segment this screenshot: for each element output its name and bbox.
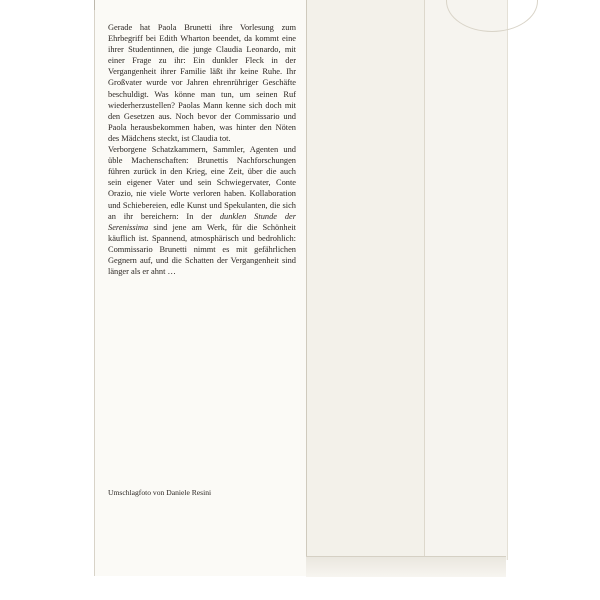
book-title: dunklen Stunde der Serenissima bbox=[108, 211, 296, 232]
blurb-paragraph-1: Gerade hat Paola Brunetti ihre Vorlesung zum Ehrbegriff bei Edith Wharton beendet, da kommt eine ihrer Studentinnen, die junge Claudia Leonardo, mit einer Frage zu ihr: Ein dunkler Fleck in der Vergangenheit ihrer Familie läßt ihr keine Ruhe. Ihr Großvater wurde vor Jahren ehrenrühriger Geschäfte beschuldigt. Was könne man tun, um seinen Ruf wiederherzustellen? Paolas Mann kenne sich doch mit den Gesetzen aus. Noch bevor der Commissario und Paola herausbekommen haben, was hinter den Nöten des Mädchens steckt, ist Claudia tot. bbox=[108, 23, 296, 143]
blurb-paragraph-2 bbox=[108, 144, 296, 277]
blurb-paragraph-2-end: sind jene am Werk, für die Schönheit käuflich ist. Spannend, atmosphärisch und bedrohlich: Commissario Brunetti nimmt es mit gefährlichen Gegnern auf, und die Schatten der Vergangenheit sind länger als er ahnt … bbox=[108, 222, 296, 277]
book-blurb bbox=[108, 22, 296, 277]
cover-photo-credit: Umschlagfoto von Daniele Resini bbox=[108, 488, 212, 497]
spine-bottom-band bbox=[306, 556, 506, 577]
blurb-paragraph-2-start: Verborgene Schatzkammern, Sammler, Agenten und üble Machenschaften: Brunettis Nachforschungen führen zurück in den Krieg, eine Zeit, über die auch sein eigener Vater und sein Schwiegervater, Conte Orazio, nie viele Worte verloren haben. Kollaboration und Schiebereien, edle Kunst und Spekulanten, die sich an ihr bereichern: In der bbox=[108, 145, 296, 221]
flap-edge bbox=[424, 0, 508, 560]
trim-mark bbox=[94, 0, 95, 10]
jacket-flap bbox=[306, 0, 425, 572]
